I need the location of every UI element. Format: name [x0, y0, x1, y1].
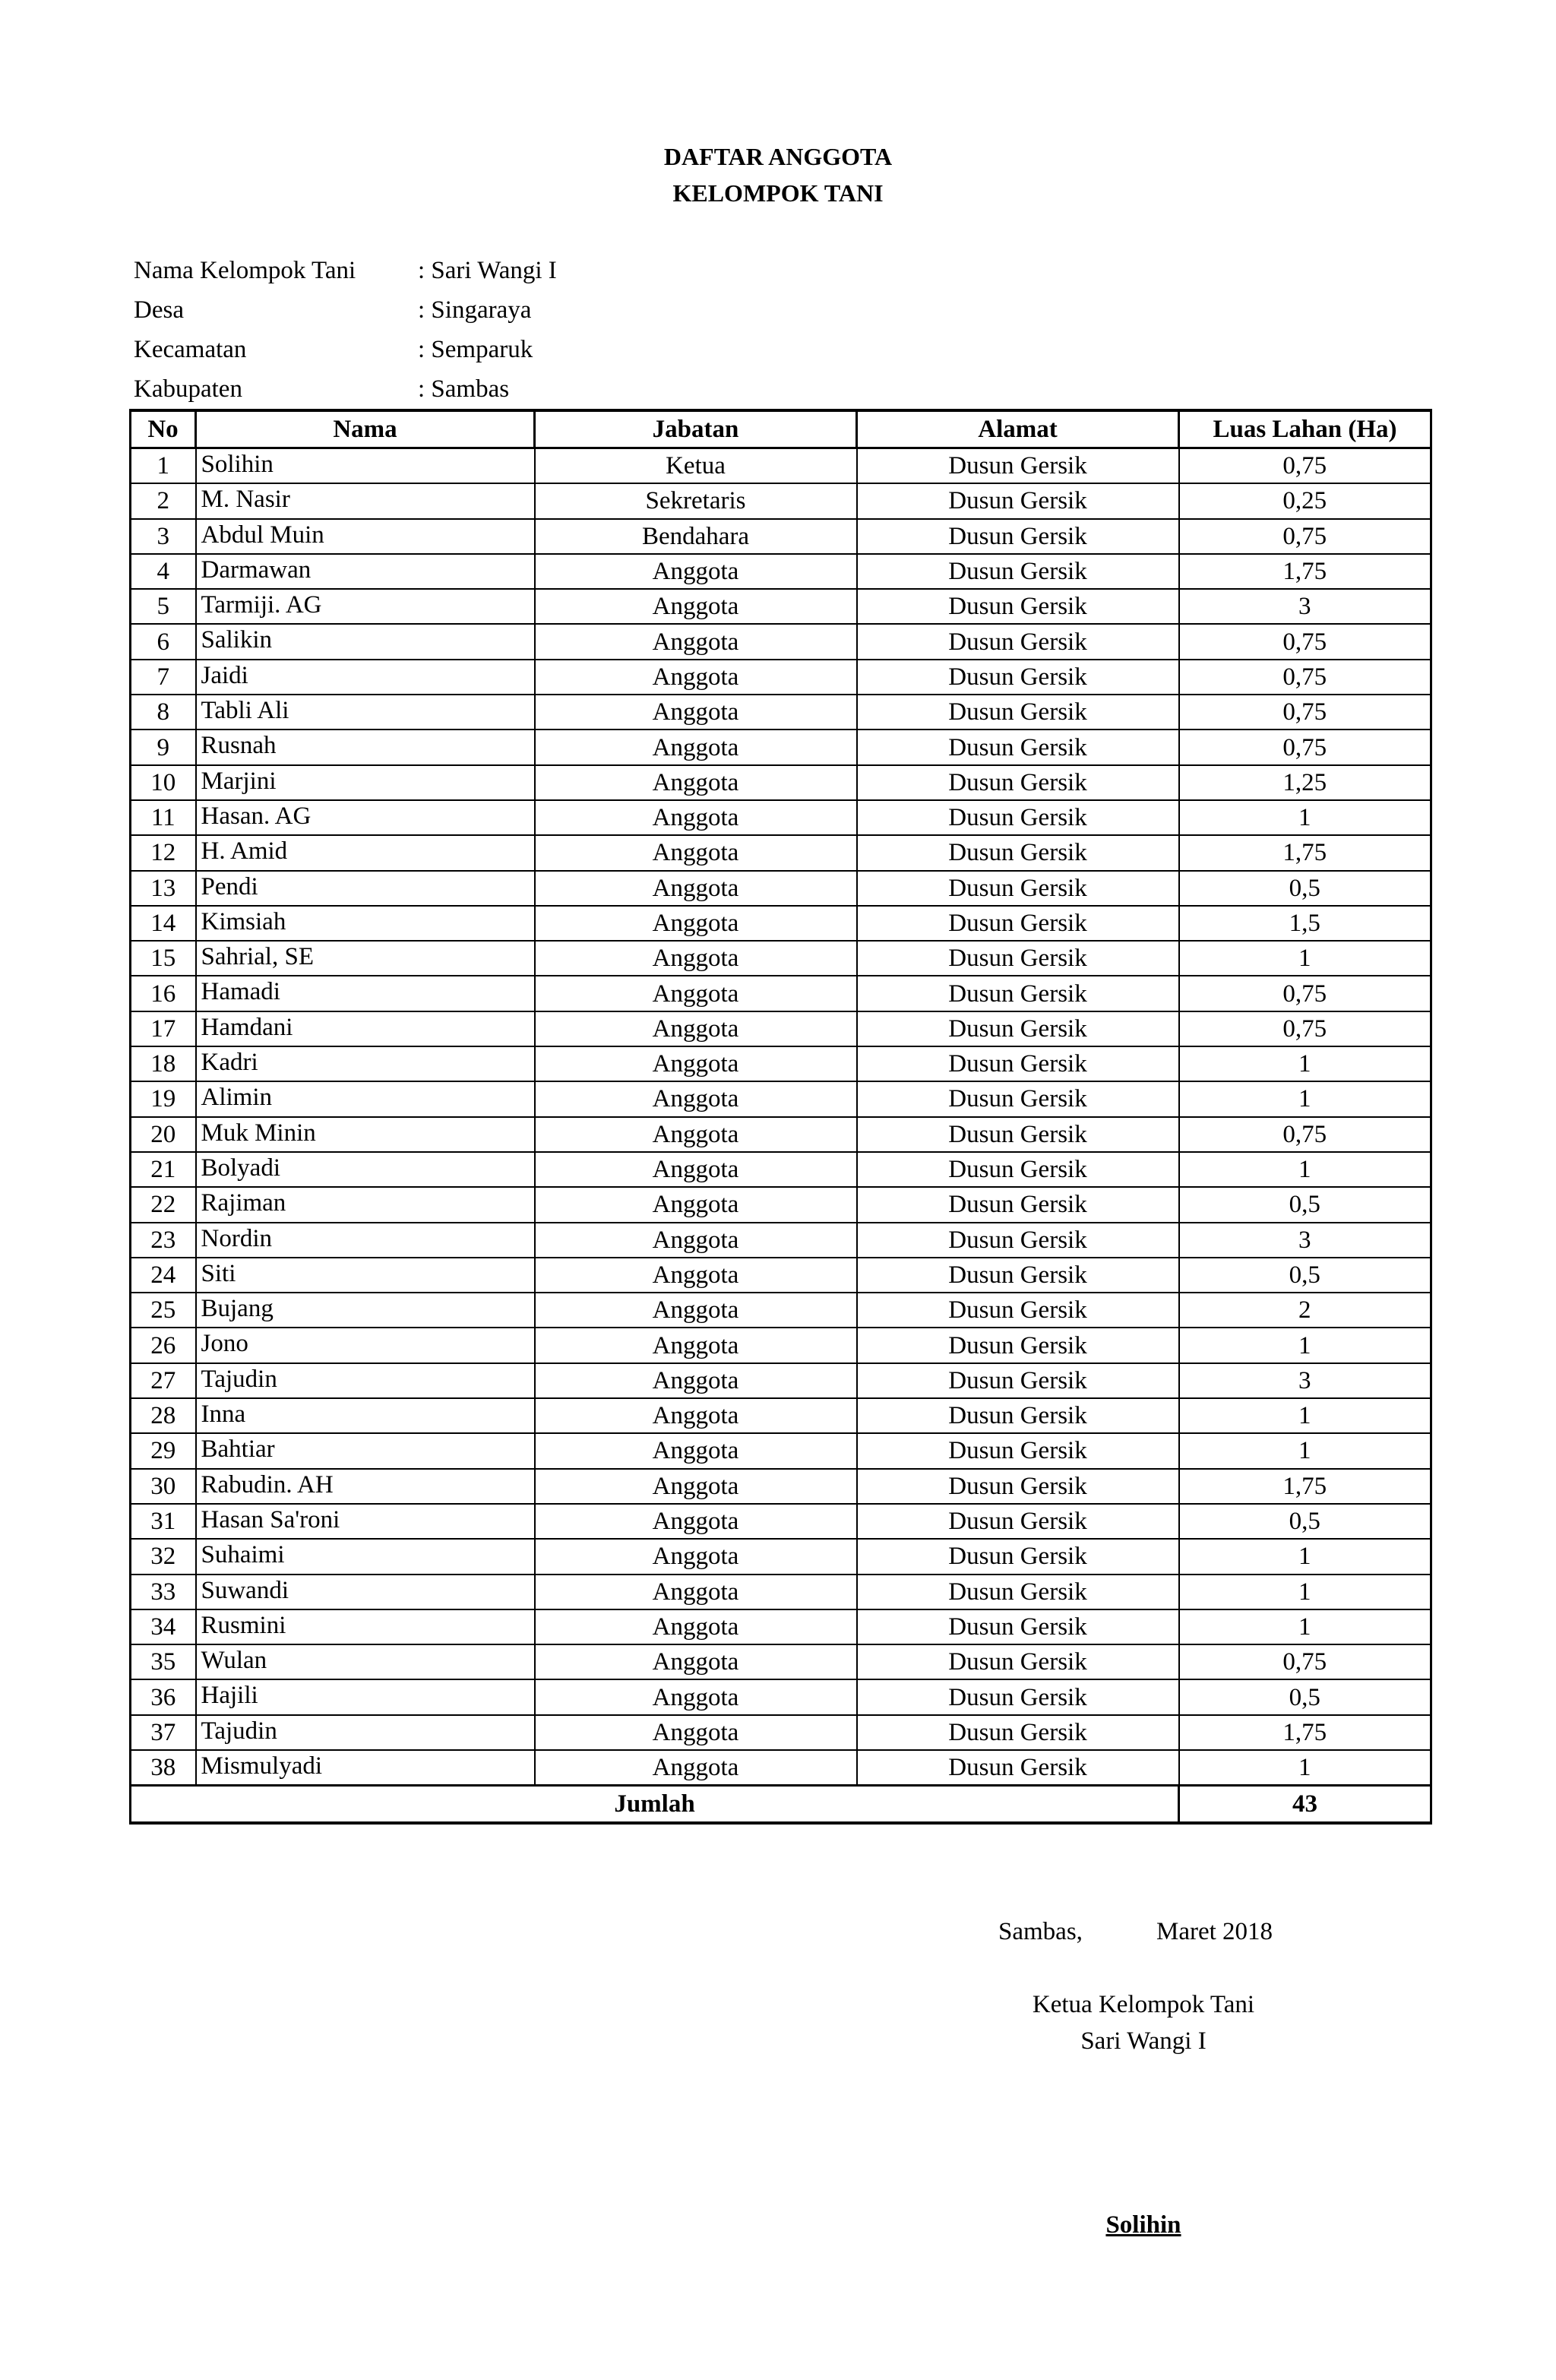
- cell-no: 13: [131, 871, 196, 906]
- cell-nama: Suhaimi: [196, 1539, 535, 1574]
- cell-no: 26: [131, 1328, 196, 1362]
- table-row: [131, 1715, 1431, 1750]
- cell-no: 22: [131, 1187, 196, 1222]
- cell-nama: Nordin: [196, 1223, 535, 1258]
- cell-nama: Jaidi: [196, 660, 535, 695]
- cell-no: 28: [131, 1398, 196, 1433]
- table-row: [131, 800, 1431, 835]
- cell-nama: H. Amid: [196, 835, 535, 870]
- cell-no: 20: [131, 1117, 196, 1152]
- cell-nama: Hamadi: [196, 976, 535, 1011]
- cell-jabatan: Anggota: [535, 1504, 857, 1539]
- cell-jabatan: Anggota: [535, 765, 857, 800]
- cell-nama: Bujang: [196, 1293, 535, 1328]
- table-row: [131, 1504, 1431, 1539]
- cell-nama: Tajudin: [196, 1715, 535, 1750]
- cell-alamat: Dusun Gersik: [857, 1539, 1179, 1574]
- cell-nama: Hamdani: [196, 1011, 535, 1046]
- cell-luas-lahan: 1: [1179, 1152, 1431, 1187]
- cell-luas-lahan: 1: [1179, 1081, 1431, 1116]
- cell-jabatan: Anggota: [535, 1223, 857, 1258]
- cell-luas-lahan: 0,5: [1179, 1679, 1431, 1714]
- cell-jabatan: Anggota: [535, 1715, 857, 1750]
- table-row: [131, 1539, 1431, 1574]
- cell-no: 23: [131, 1223, 196, 1258]
- table-row: [131, 1293, 1431, 1328]
- cell-luas-lahan: 3: [1179, 589, 1431, 624]
- cell-luas-lahan: 1: [1179, 1539, 1431, 1574]
- table-row: [131, 695, 1431, 730]
- cell-jabatan: Anggota: [535, 1575, 857, 1609]
- cell-alamat: Dusun Gersik: [857, 1575, 1179, 1609]
- cell-alamat: Dusun Gersik: [857, 906, 1179, 941]
- table-row: [131, 1750, 1431, 1786]
- info-label-kecamatan: Kecamatan: [134, 336, 247, 363]
- header-nama: Nama: [196, 410, 535, 448]
- cell-luas-lahan: 1,75: [1179, 1715, 1431, 1750]
- cell-nama: Sahrial, SE: [196, 941, 535, 976]
- cell-luas-lahan: 3: [1179, 1223, 1431, 1258]
- table-header-row: [131, 410, 1431, 448]
- info-value-kecamatan: : Semparuk: [418, 336, 533, 363]
- cell-no: 19: [131, 1081, 196, 1116]
- cell-no: 4: [131, 554, 196, 589]
- cell-no: 37: [131, 1715, 196, 1750]
- info-value-kabupaten: : Sambas: [418, 375, 510, 403]
- cell-nama: Rajiman: [196, 1187, 535, 1222]
- header-no: No: [131, 410, 196, 448]
- cell-nama: Rabudin. AH: [196, 1469, 535, 1504]
- table-row: [131, 624, 1431, 659]
- cell-luas-lahan: 1,75: [1179, 1469, 1431, 1504]
- member-rows: [131, 448, 1431, 1786]
- cell-alamat: Dusun Gersik: [857, 1750, 1179, 1786]
- cell-no: 10: [131, 765, 196, 800]
- cell-luas-lahan: 1: [1179, 1575, 1431, 1609]
- table-row: [131, 1081, 1431, 1116]
- cell-nama: Tajudin: [196, 1363, 535, 1398]
- cell-alamat: Dusun Gersik: [857, 1293, 1179, 1328]
- cell-luas-lahan: 0,75: [1179, 1011, 1431, 1046]
- cell-jabatan: Anggota: [535, 1117, 857, 1152]
- table-row: [131, 1046, 1431, 1081]
- table-row: [131, 835, 1431, 870]
- cell-alamat: Dusun Gersik: [857, 1328, 1179, 1362]
- cell-no: 9: [131, 730, 196, 764]
- cell-nama: Inna: [196, 1398, 535, 1433]
- total-label: Jumlah: [131, 1786, 1179, 1824]
- table-row: [131, 765, 1431, 800]
- header-alamat: Alamat: [857, 410, 1179, 448]
- cell-jabatan: Anggota: [535, 1644, 857, 1679]
- cell-no: 27: [131, 1363, 196, 1398]
- cell-alamat: Dusun Gersik: [857, 483, 1179, 518]
- cell-jabatan: Anggota: [535, 800, 857, 835]
- cell-alamat: Dusun Gersik: [857, 1609, 1179, 1644]
- cell-nama: Bolyadi: [196, 1152, 535, 1187]
- info-label-kabupaten: Kabupaten: [134, 375, 242, 403]
- members-table: [129, 409, 1432, 1825]
- table-row: [131, 589, 1431, 624]
- document-title: DAFTAR ANGGOTA: [663, 143, 893, 170]
- cell-luas-lahan: 1,25: [1179, 765, 1431, 800]
- total-row: [131, 1786, 1431, 1824]
- signature-role: Ketua Kelompok Tani: [1032, 1991, 1255, 2018]
- cell-luas-lahan: 0,5: [1179, 1504, 1431, 1539]
- table-row: [131, 1433, 1431, 1468]
- cell-luas-lahan: 0,5: [1179, 871, 1431, 906]
- table-row: [131, 1398, 1431, 1433]
- cell-luas-lahan: 1: [1179, 1750, 1431, 1786]
- cell-luas-lahan: 1: [1179, 1609, 1431, 1644]
- cell-no: 17: [131, 1011, 196, 1046]
- cell-nama: Tarmiji. AG: [196, 589, 535, 624]
- cell-nama: Kimsiah: [196, 906, 535, 941]
- cell-jabatan: Anggota: [535, 1011, 857, 1046]
- cell-no: 33: [131, 1575, 196, 1609]
- table-row: [131, 976, 1431, 1011]
- cell-luas-lahan: 0,75: [1179, 448, 1431, 484]
- cell-luas-lahan: 1: [1179, 1398, 1431, 1433]
- cell-alamat: Dusun Gersik: [857, 1258, 1179, 1293]
- cell-jabatan: Anggota: [535, 976, 857, 1011]
- cell-nama: Mismulyadi: [196, 1750, 535, 1786]
- table-row: [131, 1469, 1431, 1504]
- cell-jabatan: Anggota: [535, 660, 857, 695]
- info-label-desa: Desa: [134, 296, 184, 324]
- cell-alamat: Dusun Gersik: [857, 941, 1179, 976]
- cell-alamat: Dusun Gersik: [857, 1187, 1179, 1222]
- cell-luas-lahan: 1: [1179, 1046, 1431, 1081]
- cell-jabatan: Bendahara: [535, 519, 857, 554]
- cell-luas-lahan: 0,75: [1179, 695, 1431, 730]
- cell-alamat: Dusun Gersik: [857, 1011, 1179, 1046]
- table-row: [131, 1575, 1431, 1609]
- cell-jabatan: Anggota: [535, 1046, 857, 1081]
- cell-alamat: Dusun Gersik: [857, 519, 1179, 554]
- cell-luas-lahan: 1,5: [1179, 906, 1431, 941]
- cell-jabatan: Anggota: [535, 1750, 857, 1786]
- cell-jabatan: Anggota: [535, 1679, 857, 1714]
- cell-luas-lahan: 0,75: [1179, 976, 1431, 1011]
- cell-nama: Muk Minin: [196, 1117, 535, 1152]
- cell-nama: Suwandi: [196, 1575, 535, 1609]
- table-row: [131, 554, 1431, 589]
- table-row: [131, 1152, 1431, 1187]
- cell-alamat: Dusun Gersik: [857, 1644, 1179, 1679]
- cell-jabatan: Anggota: [535, 1187, 857, 1222]
- cell-jabatan: Anggota: [535, 1363, 857, 1398]
- cell-nama: Pendi: [196, 871, 535, 906]
- cell-jabatan: Anggota: [535, 695, 857, 730]
- cell-no: 8: [131, 695, 196, 730]
- cell-nama: Wulan: [196, 1644, 535, 1679]
- cell-jabatan: Anggota: [535, 554, 857, 589]
- cell-luas-lahan: 1: [1179, 941, 1431, 976]
- cell-nama: Hajili: [196, 1679, 535, 1714]
- info-value-desa: : Singaraya: [418, 296, 532, 324]
- cell-no: 36: [131, 1679, 196, 1714]
- cell-nama: Jono: [196, 1328, 535, 1362]
- cell-no: 30: [131, 1469, 196, 1504]
- cell-luas-lahan: 0,5: [1179, 1187, 1431, 1222]
- cell-luas-lahan: 2: [1179, 1293, 1431, 1328]
- cell-luas-lahan: 0,5: [1179, 1258, 1431, 1293]
- cell-no: 32: [131, 1539, 196, 1574]
- cell-alamat: Dusun Gersik: [857, 1469, 1179, 1504]
- header-jabatan: Jabatan: [535, 410, 857, 448]
- cell-nama: Marjini: [196, 765, 535, 800]
- cell-luas-lahan: 1: [1179, 1433, 1431, 1468]
- cell-jabatan: Anggota: [535, 1328, 857, 1362]
- signature-name-text: Solihin: [1105, 2211, 1181, 2239]
- cell-no: 11: [131, 800, 196, 835]
- cell-alamat: Dusun Gersik: [857, 1433, 1179, 1468]
- table-row: [131, 1609, 1431, 1644]
- cell-alamat: Dusun Gersik: [857, 1363, 1179, 1398]
- table-row: [131, 660, 1431, 695]
- signature-group: Sari Wangi I: [1080, 2027, 1207, 2055]
- cell-nama: Rusmini: [196, 1609, 535, 1644]
- cell-jabatan: Anggota: [535, 1433, 857, 1468]
- cell-luas-lahan: 3: [1179, 1363, 1431, 1398]
- cell-luas-lahan: 0,75: [1179, 730, 1431, 764]
- cell-jabatan: Anggota: [535, 1293, 857, 1328]
- cell-jabatan: Anggota: [535, 730, 857, 764]
- cell-nama: Hasan. AG: [196, 800, 535, 835]
- cell-jabatan: Anggota: [535, 1539, 857, 1574]
- cell-jabatan: Anggota: [535, 1609, 857, 1644]
- table-row: [131, 906, 1431, 941]
- header-luas-lahan: Luas Lahan (Ha): [1179, 410, 1431, 448]
- cell-no: 12: [131, 835, 196, 870]
- cell-nama: Solihin: [196, 448, 535, 484]
- cell-no: 6: [131, 624, 196, 659]
- cell-nama: Rusnah: [196, 730, 535, 764]
- table-row: [131, 1187, 1431, 1222]
- cell-alamat: Dusun Gersik: [857, 730, 1179, 764]
- cell-alamat: Dusun Gersik: [857, 624, 1179, 659]
- cell-alamat: Dusun Gersik: [857, 589, 1179, 624]
- cell-nama: Tabli Ali: [196, 695, 535, 730]
- table-row: [131, 1679, 1431, 1714]
- cell-nama: Darmawan: [196, 554, 535, 589]
- cell-no: 38: [131, 1750, 196, 1786]
- cell-alamat: Dusun Gersik: [857, 1223, 1179, 1258]
- cell-jabatan: Anggota: [535, 1469, 857, 1504]
- cell-nama: M. Nasir: [196, 483, 535, 518]
- cell-alamat: Dusun Gersik: [857, 1046, 1179, 1081]
- info-label-nama-kelompok: Nama Kelompok Tani: [134, 257, 356, 284]
- table-row: [131, 483, 1431, 518]
- cell-nama: Bahtiar: [196, 1433, 535, 1468]
- cell-jabatan: Anggota: [535, 1398, 857, 1433]
- cell-alamat: Dusun Gersik: [857, 554, 1179, 589]
- cell-jabatan: Anggota: [535, 624, 857, 659]
- cell-luas-lahan: 0,75: [1179, 660, 1431, 695]
- cell-nama: Salikin: [196, 624, 535, 659]
- cell-no: 25: [131, 1293, 196, 1328]
- cell-nama: Abdul Muin: [196, 519, 535, 554]
- cell-no: 29: [131, 1433, 196, 1468]
- table-row: [131, 519, 1431, 554]
- table-row: [131, 1258, 1431, 1293]
- cell-no: 31: [131, 1504, 196, 1539]
- cell-alamat: Dusun Gersik: [857, 976, 1179, 1011]
- cell-luas-lahan: 1,75: [1179, 554, 1431, 589]
- cell-no: 24: [131, 1258, 196, 1293]
- table-row: [131, 1328, 1431, 1362]
- table-row: [131, 1223, 1431, 1258]
- cell-alamat: Dusun Gersik: [857, 800, 1179, 835]
- cell-no: 21: [131, 1152, 196, 1187]
- cell-alamat: Dusun Gersik: [857, 1504, 1179, 1539]
- cell-nama: Siti: [196, 1258, 535, 1293]
- table-row: [131, 1011, 1431, 1046]
- cell-luas-lahan: 1,75: [1179, 835, 1431, 870]
- cell-no: 1: [131, 448, 196, 484]
- cell-luas-lahan: 1: [1179, 1328, 1431, 1362]
- cell-no: 14: [131, 906, 196, 941]
- cell-alamat: Dusun Gersik: [857, 660, 1179, 695]
- table-row: [131, 1644, 1431, 1679]
- cell-alamat: Dusun Gersik: [857, 1081, 1179, 1116]
- total-value: 43: [1179, 1786, 1431, 1824]
- document-subtitle: KELOMPOK TANI: [672, 179, 884, 207]
- cell-nama: Alimin: [196, 1081, 535, 1116]
- cell-no: 16: [131, 976, 196, 1011]
- cell-jabatan: Anggota: [535, 1258, 857, 1293]
- cell-luas-lahan: 0,75: [1179, 519, 1431, 554]
- cell-luas-lahan: 1: [1179, 800, 1431, 835]
- table-row: [131, 1363, 1431, 1398]
- cell-no: 35: [131, 1644, 196, 1679]
- signature-date: Maret 2018: [1156, 1918, 1273, 1945]
- cell-nama: Kadri: [196, 1046, 535, 1081]
- signature-name: [889, 2207, 1398, 2243]
- cell-luas-lahan: 0,75: [1179, 624, 1431, 659]
- cell-jabatan: Anggota: [535, 906, 857, 941]
- table-row: [131, 871, 1431, 906]
- info-value-nama-kelompok: : Sari Wangi I: [418, 257, 557, 284]
- cell-alamat: Dusun Gersik: [857, 1679, 1179, 1714]
- cell-alamat: Dusun Gersik: [857, 448, 1179, 484]
- cell-jabatan: Ketua: [535, 448, 857, 484]
- table-row: [131, 941, 1431, 976]
- cell-jabatan: Anggota: [535, 941, 857, 976]
- table-row: [131, 1117, 1431, 1152]
- cell-nama: Hasan Sa'roni: [196, 1504, 535, 1539]
- cell-alamat: Dusun Gersik: [857, 1715, 1179, 1750]
- table-row: [131, 730, 1431, 764]
- cell-no: 18: [131, 1046, 196, 1081]
- cell-no: 2: [131, 483, 196, 518]
- cell-jabatan: Anggota: [535, 589, 857, 624]
- cell-alamat: Dusun Gersik: [857, 1398, 1179, 1433]
- cell-no: 5: [131, 589, 196, 624]
- cell-no: 7: [131, 660, 196, 695]
- cell-luas-lahan: 0,25: [1179, 483, 1431, 518]
- cell-jabatan: Anggota: [535, 1152, 857, 1187]
- cell-alamat: Dusun Gersik: [857, 835, 1179, 870]
- cell-luas-lahan: 0,75: [1179, 1117, 1431, 1152]
- cell-jabatan: Sekretaris: [535, 483, 857, 518]
- cell-alamat: Dusun Gersik: [857, 1117, 1179, 1152]
- cell-luas-lahan: 0,75: [1179, 1644, 1431, 1679]
- cell-jabatan: Anggota: [535, 1081, 857, 1116]
- cell-alamat: Dusun Gersik: [857, 695, 1179, 730]
- cell-alamat: Dusun Gersik: [857, 871, 1179, 906]
- cell-jabatan: Anggota: [535, 871, 857, 906]
- signature-city: Sambas,: [998, 1918, 1083, 1945]
- cell-alamat: Dusun Gersik: [857, 1152, 1179, 1187]
- cell-no: 3: [131, 519, 196, 554]
- table-row: [131, 448, 1431, 484]
- cell-jabatan: Anggota: [535, 835, 857, 870]
- cell-alamat: Dusun Gersik: [857, 765, 1179, 800]
- cell-no: 34: [131, 1609, 196, 1644]
- cell-no: 15: [131, 941, 196, 976]
